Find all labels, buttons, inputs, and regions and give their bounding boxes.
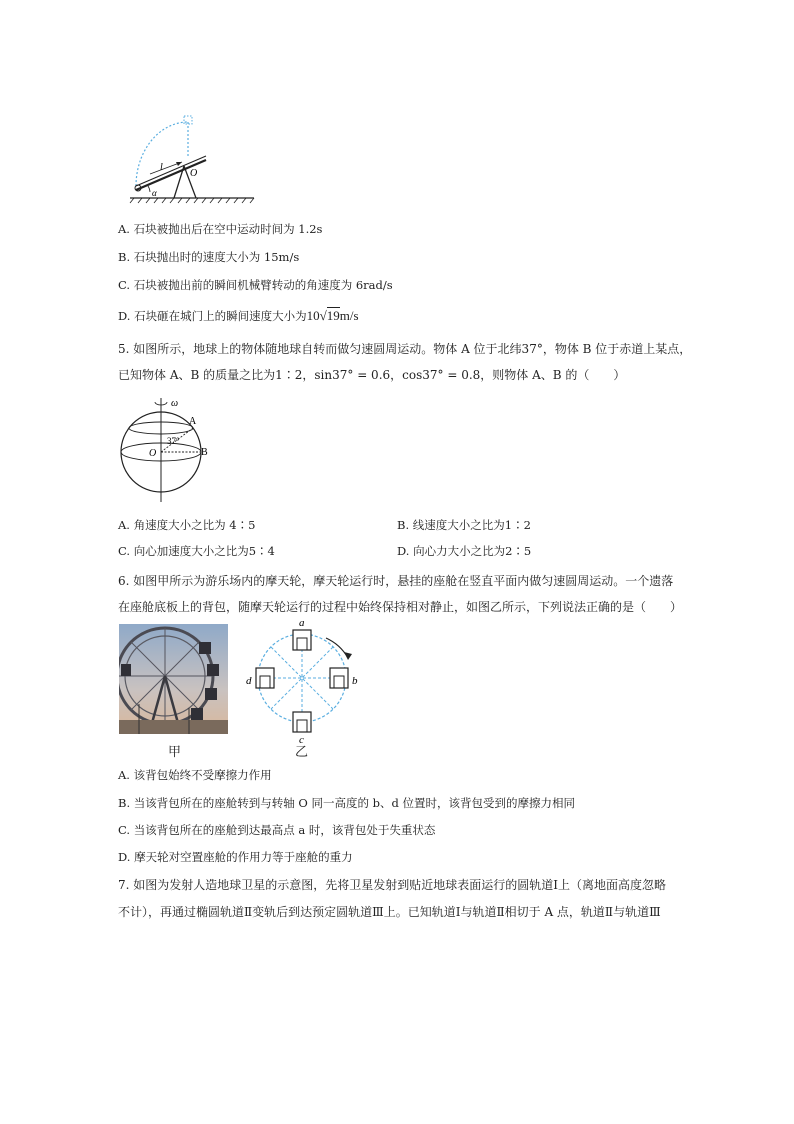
- q4-option-d-text: D. 石块砸在城门上的瞬间速度大小为: [118, 309, 307, 323]
- q6-option-b: B. 当该背包所在的座舱转到与转轴 O 同一高度的 b、d 位置时，该背包受到的摩擦力相同: [118, 796, 576, 810]
- label-b: B: [201, 447, 208, 458]
- label-l: l: [160, 162, 163, 173]
- label-alpha: α: [152, 188, 157, 198]
- label-b: b: [352, 675, 358, 687]
- label-angle: 37°: [167, 436, 180, 446]
- q5-option-c: C. 向心加速度大小之比为5∶4: [118, 544, 275, 558]
- q4-option-b: B. 石块抛出时的速度大小为 15m/s: [118, 250, 300, 264]
- label-omega: ω: [171, 398, 179, 409]
- cabin-a: [293, 630, 311, 650]
- ferris-diagram: [244, 612, 368, 760]
- q6-stem-line1: 6. 如图甲所示为游乐场内的摩天轮，摩天轮运行时，悬挂的座舱在竖直平面内做匀速圆周运动。一个遗落: [118, 574, 674, 588]
- q6-option-c: C. 当该背包所在的座舱到达最高点 a 时，该背包处于失重状态: [118, 823, 436, 837]
- fig-caption-jia: 甲: [168, 745, 182, 760]
- cabin-b: [330, 668, 348, 688]
- sqrt-sign-icon: √: [319, 308, 327, 323]
- angle-arc: [148, 186, 150, 192]
- q5-stem-line2: 已知物体 A、B 的质量之比为1∶2，sin37° = 0.6，cos37° = 0.8，则物体 A、B 的（ ）: [118, 368, 626, 382]
- q6-option-a: A. 该背包始终不受摩擦力作用: [118, 768, 272, 782]
- label-d: d: [246, 675, 252, 687]
- q4-option-d: [118, 308, 359, 324]
- cabin-c: [293, 712, 311, 732]
- label-a: A: [189, 416, 197, 427]
- cabin-d: [256, 668, 274, 688]
- q4-option-d-coef: 10: [306, 308, 320, 323]
- label-a: a: [299, 617, 305, 629]
- q5-option-d: D. 向心力大小之比为2∶5: [397, 544, 532, 558]
- rotation-arrow-icon: [326, 638, 348, 658]
- catapult-figure: [120, 108, 260, 204]
- q4-option-d-unit: m/s: [339, 308, 359, 323]
- q5-option-a: A. 角速度大小之比为 4∶5: [118, 518, 256, 532]
- q6-stem-line2: 在座舱底板上的背包，随摩天轮运行的过程中始终保持相对静止，如图乙所示，下列说法正确的是（ ）: [118, 600, 683, 614]
- q4-option-d-radicand: 19: [326, 308, 340, 323]
- earth-figure: [115, 392, 215, 502]
- q5-option-b: B. 线速度大小之比为1∶2: [397, 518, 531, 532]
- fig-caption-yi: 乙: [295, 745, 309, 760]
- q4-option-c: C. 石块被抛出前的瞬间机械臂转动的角速度为 6rad/s: [118, 278, 393, 292]
- label-c: c: [299, 734, 304, 746]
- q4-option-a: A. 石块被抛出后在空中运动时间为 1.2s: [118, 222, 323, 236]
- q7-stem-line1: 7. 如图为发射人造地球卫星的示意图，先将卫星发射到贴近地球表面运行的圆轨道Ⅰ上（离地面高度忽略: [118, 878, 667, 892]
- label-o: O: [190, 168, 198, 179]
- q6-option-d: D. 摩天轮对空置座舱的作用力等于座舱的重力: [118, 850, 353, 864]
- ferris-wheel-photo: [119, 624, 228, 734]
- q7-stem-line2: 不计），再通过椭圆轨道Ⅱ变轨后到达预定圆轨道Ⅲ上。已知轨道Ⅰ与轨道Ⅱ相切于 A 点，轨道Ⅱ与轨道Ⅲ: [118, 905, 661, 919]
- q5-stem-line1: 5. 如图所示，地球上的物体随地球自转而做匀速圆周运动。物体 A 位于北纬37°，物体 B 位于赤道上某点，: [118, 342, 692, 356]
- label-o: O: [149, 448, 157, 459]
